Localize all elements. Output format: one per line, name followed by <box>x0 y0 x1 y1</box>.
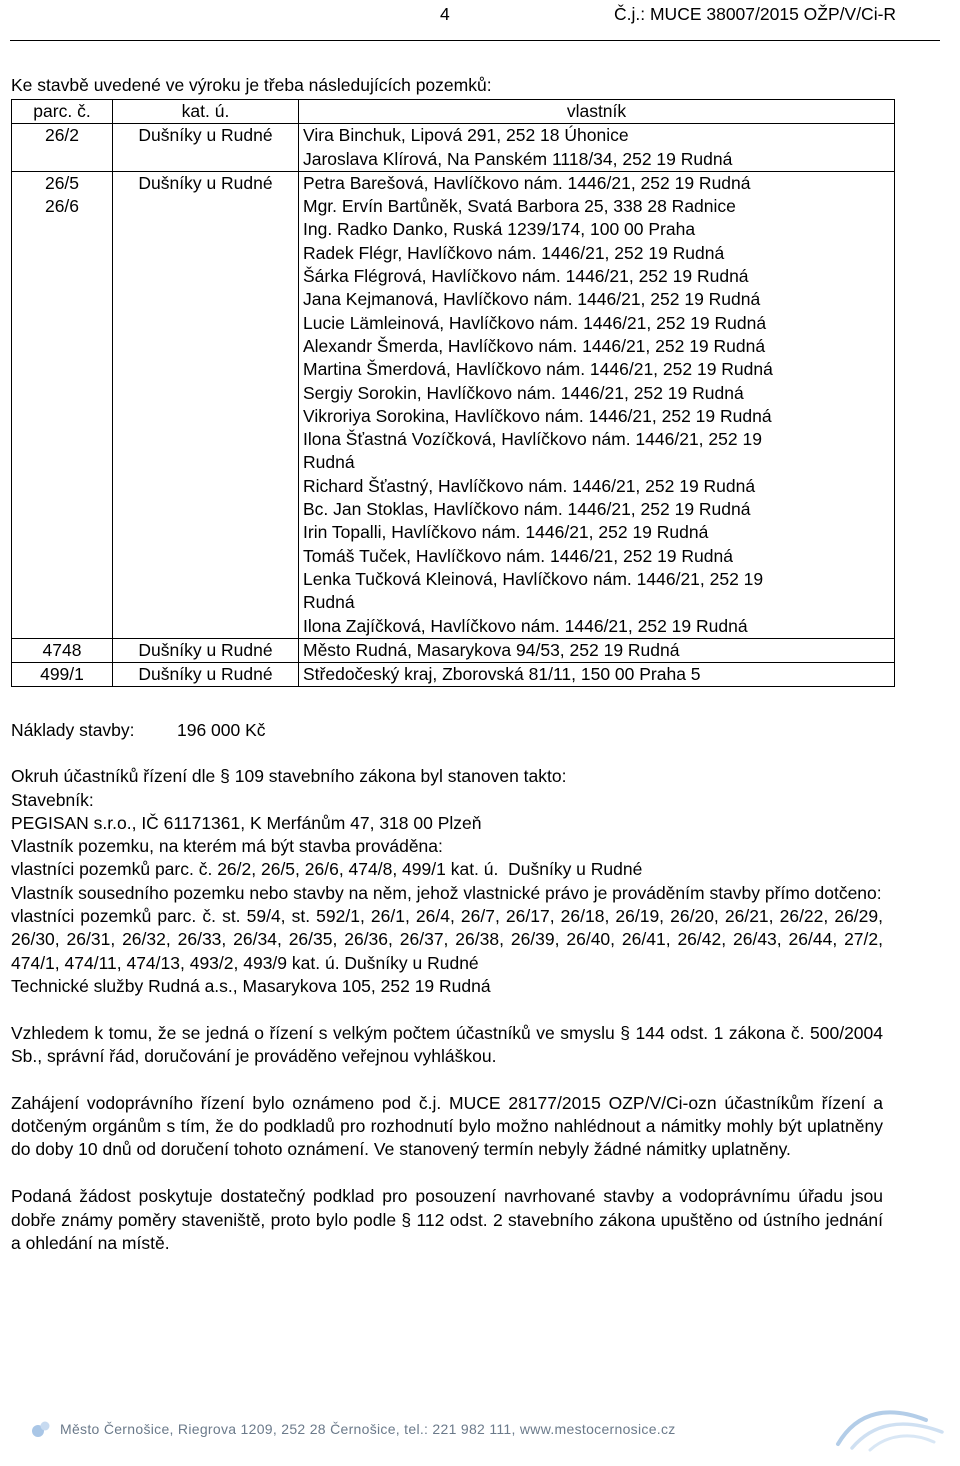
cadastre-cell: Dušníky u Rudné <box>113 663 299 687</box>
owner-line: Mgr. Ervín Bartůněk, Svatá Barbora 25, 338 28 Radnice <box>303 196 736 217</box>
owner-line: Tomáš Tuček, Havlíčkovo nám. 1446/21, 252 19 Rudná <box>303 545 733 566</box>
owner-line: Alexandr Šmerda, Havlíčkovo nám. 1446/21, 252 19 Rudná <box>303 335 766 356</box>
owner-line: Vira Binchuk, Lipová 291, 252 18 Úhonice <box>303 125 629 146</box>
costs-label: Náklady stavby: <box>11 720 135 740</box>
parcel-cell <box>12 171 113 638</box>
owner-line: Lenka Tučková Kleinová, Havlíčkovo nám. 1446/21, 252 19 <box>303 568 764 589</box>
table-header-row <box>12 100 895 124</box>
owner-line: Ilona Zajíčková, Havlíčkovo nám. 1446/21, 252 19 Rudná <box>303 615 748 636</box>
parcel-number: 499/1 <box>40 664 84 685</box>
city-logo-icon <box>30 1416 52 1447</box>
paragraph-commencement: Zahájení vodoprávního řízení bylo oznámeno pod č.j. MUCE 28177/2015 OZP/V/Ci-ozn účastníkům řízení a dotčeným orgánům s tím, že do podkladů pro rozhodnutí bylo možno nahlédnout a námitky mohly být uplatněny do doby 10 dnů od doručení tohoto oznámení. Ve stanovený termín nebyly žádné námitky uplatněny. <box>11 1092 883 1160</box>
owner-line: Středočeský kraj, Zborovská 81/11, 150 00 Praha 5 <box>303 664 701 685</box>
participants-heading: Okruh účastníků řízení dle § 109 stavebního zákona byl stanoven takto: <box>11 766 567 787</box>
cadastre-cell: Dušníky u Rudné <box>113 124 299 172</box>
table-row <box>12 638 895 662</box>
col-header-cadastre: kat. ú. <box>113 100 299 124</box>
costs-value: 196 000 Kč <box>177 720 266 740</box>
parcel-number: 26/6 <box>44 196 80 217</box>
paragraph-notice: Vzhledem k tomu, že se jedná o řízení s velkým počtem účastníků ve smyslu § 144 odst. 1 zákona č. 500/2004 Sb., správní řád, doručování je prováděno veřejnou vyhláškou. <box>11 1022 883 1067</box>
header-divider <box>10 40 940 41</box>
costs-line <box>11 719 883 742</box>
owner-line: Ing. Radko Danko, Ruská 1239/174, 100 00 Praha <box>303 219 696 240</box>
builder-label: Stavebník: <box>11 789 94 810</box>
owner-line: Rudná <box>303 592 355 613</box>
owner-cell <box>299 124 895 172</box>
builder-value: PEGISAN s.r.o., IČ 61171361, K Merfánům 47, 318 00 Plzeň <box>11 812 482 833</box>
owner-line: Jaroslava Klírová, Na Panském 1118/34, 252 19 Rudná <box>303 148 733 169</box>
parcel-table <box>11 99 895 687</box>
owner-line: Město Rudná, Masarykova 94/53, 252 19 Rudná <box>303 639 680 660</box>
parcel-cell <box>12 638 113 662</box>
owner-line: Richard Šťastný, Havlíčkovo nám. 1446/21, 252 19 Rudná <box>303 475 756 496</box>
owner-line: Irin Topalli, Havlíčkovo nám. 1446/21, 252 19 Rudná <box>303 522 709 543</box>
owner-line: Ilona Šťastná Vozíčková, Havlíčkovo nám. 1446/21, 252 19 <box>303 429 762 450</box>
owner-cell <box>299 663 895 687</box>
cadastre-cell: Dušníky u Rudné <box>113 171 299 638</box>
parcel-cell <box>12 663 113 687</box>
col-header-owner: vlastník <box>299 100 895 124</box>
parcel-number: 26/5 <box>44 172 80 193</box>
col-header-parcel: parc. č. <box>12 100 113 124</box>
owner-value: vlastníci pozemků parc. č. 26/2, 26/5, 26/6, 474/8, 499/1 kat. ú. Dušníky u Rudné <box>11 859 643 880</box>
table-row <box>12 663 895 687</box>
neighbor-parcels: vlastníci pozemků parc. č. st. 59/4, st. 592/1, 26/1, 26/4, 26/7, 26/17, 26/18, 26/19, 26/20, 26/21, 26/22, 26/29, 26/30, 26/31, 26/32, 26/33, 26/34, 26/35, 26/36, 26/37, 26/38, 26/39, 26/40, 26/41, 26/42, 26/43, 26/44, 27/2, 474/1, 474/11, 474/13, 493/2, 493/9 kat. ú. Dušníky u Rudné <box>11 906 883 973</box>
owner-cell <box>299 638 895 662</box>
owner-line: Vikroriya Sorokina, Havlíčkovo nám. 1446/21, 252 19 Rudná <box>303 405 772 426</box>
reference-number: Č.j.: MUCE 38007/2015 OŽP/V/Ci-R <box>614 4 897 24</box>
owner-line: Sergiy Sorokin, Havlíčkovo nám. 1446/21, 252 19 Rudná <box>303 382 744 403</box>
owner-line: Radek Flégr, Havlíčkovo nám. 1446/21, 252 19 Rudná <box>303 242 725 263</box>
owner-line: Petra Barešová, Havlíčkovo nám. 1446/21, 252 19 Rudná <box>303 172 751 193</box>
document-body <box>11 719 883 1255</box>
intro-text: Ke stavbě uvedené ve výroku je třeba následujících pozemků: <box>11 75 492 95</box>
cadastre-cell: Dušníky u Rudné <box>113 638 299 662</box>
table-row <box>12 171 895 638</box>
parcel-number: 26/2 <box>44 125 80 146</box>
swirl-logo-icon <box>830 1402 950 1459</box>
owner-line: Martina Šmerdová, Havlíčkovo nám. 1446/21, 252 19 Rudná <box>303 359 773 380</box>
page-footer <box>10 1410 950 1450</box>
page-number: 4 <box>440 4 450 24</box>
table-row <box>12 124 895 172</box>
footer-text: Město Černošice, Riegrova 1209, 252 28 Černošice, tel.: 221 982 111, www.mestocernosice.cz <box>60 1421 676 1437</box>
neighbor-label: Vlastník sousedního pozemku nebo stavby na něm, jehož vlastnické právo je prováděním stavby přímo dotčeno: <box>11 882 882 903</box>
owner-line: Rudná <box>303 452 355 473</box>
owner-line: Šárka Flégrová, Havlíčkovo nám. 1446/21, 252 19 Rudná <box>303 266 749 287</box>
services-value: Technické služby Rudná a.s., Masarykova 105, 252 19 Rudná <box>11 975 491 996</box>
parcel-number: 4748 <box>42 639 82 660</box>
paragraph-waiver: Podaná žádost poskytuje dostatečný podklad pro posouzení navrhované stavby a vodoprávnímu úřadu jsou dobře známy poměry staveniště, proto bylo podle § 112 odst. 2 stavebního zákona upuštěno od ústního jednání a ohledání na místě. <box>11 1186 883 1253</box>
owner-line: Bc. Jan Stoklas, Havlíčkovo nám. 1446/21, 252 19 Rudná <box>303 499 751 520</box>
owner-line: Jana Kejmanová, Havlíčkovo nám. 1446/21, 252 19 Rudná <box>303 289 761 310</box>
owner-cell <box>299 171 895 638</box>
owner-label: Vlastník pozemku, na kterém má být stavba prováděna: <box>11 836 443 857</box>
owner-line: Lucie Lämleinová, Havlíčkovo nám. 1446/21, 252 19 Rudná <box>303 312 767 333</box>
parcel-cell <box>12 124 113 172</box>
